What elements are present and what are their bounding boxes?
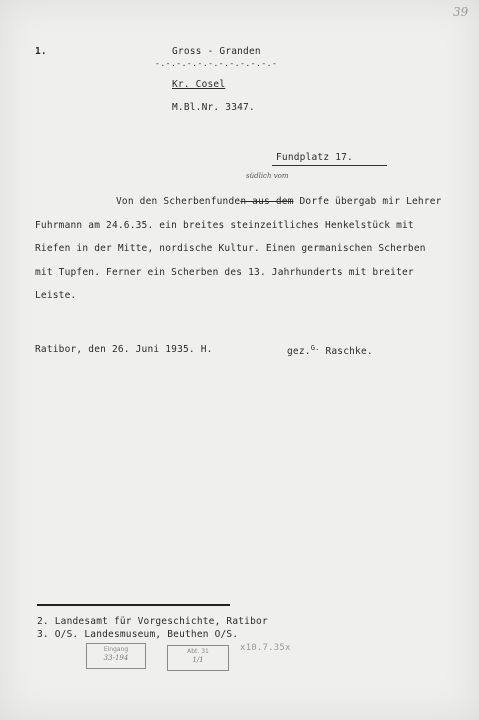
body-line-1-struck: n aus dem (240, 196, 294, 207)
department-stamp (167, 645, 229, 671)
body-line-4: mit Tupfen. Ferner ein Scherben des 13. Jahrhunderts mit breiter (35, 266, 414, 278)
header-dashline: -.-.-.-.-.-.-.-.-.-.-.- (155, 59, 278, 68)
closing-signature (287, 344, 373, 357)
receipt-stamp (86, 643, 146, 669)
insert-note: südlich vom (246, 172, 289, 180)
body-line-3: Riefen in der Mitte, nordische Kultur. Einen germanischen Scherben (35, 243, 426, 254)
body-line-1-end: Dorfe übergab mir Lehrer (293, 196, 442, 207)
header-district: Kr. Cosel (172, 79, 226, 90)
department-stamp-header: Abt. 31 (187, 648, 209, 655)
body-line-1 (35, 190, 465, 214)
header-place: Gross - Granden (172, 46, 261, 57)
header-registry: M.Bl.Nr. 3347. (172, 102, 255, 113)
signature-initial: G. (310, 344, 320, 352)
department-stamp-number: 1/1 (192, 656, 204, 664)
body-line-2: Fuhrmann am 24.6.35. ein breites steinzeitliches Henkelstück mit (35, 219, 414, 231)
distribution-divider (37, 604, 230, 606)
signature-prefix: gez. (287, 346, 311, 358)
closing-place-date: Ratibor, den 26. Juni 1935. H. (35, 344, 213, 355)
distribution-line-1: 2. Landesamt für Vorgeschichte, Ratibor (37, 616, 268, 627)
receipt-stamp-header: Eingang (103, 646, 129, 653)
body-line-5: Leiste. (35, 290, 77, 301)
signature-name: Raschke. (325, 346, 373, 358)
site-underline (272, 165, 387, 166)
page-number: 39 (453, 5, 469, 19)
body-line-1-start: Von den Scherbenfunde (116, 196, 241, 207)
site-label: Fundplatz 17. (276, 152, 353, 163)
distribution-line-2: 3. O/S. Landesmuseum, Beuthen O/S. (37, 629, 239, 640)
item-number: 1. (35, 46, 47, 57)
receipt-stamp-number: 33-194 (103, 654, 129, 662)
body-paragraph (35, 190, 465, 308)
stamp-date-note: x10.7.35x (240, 643, 291, 653)
